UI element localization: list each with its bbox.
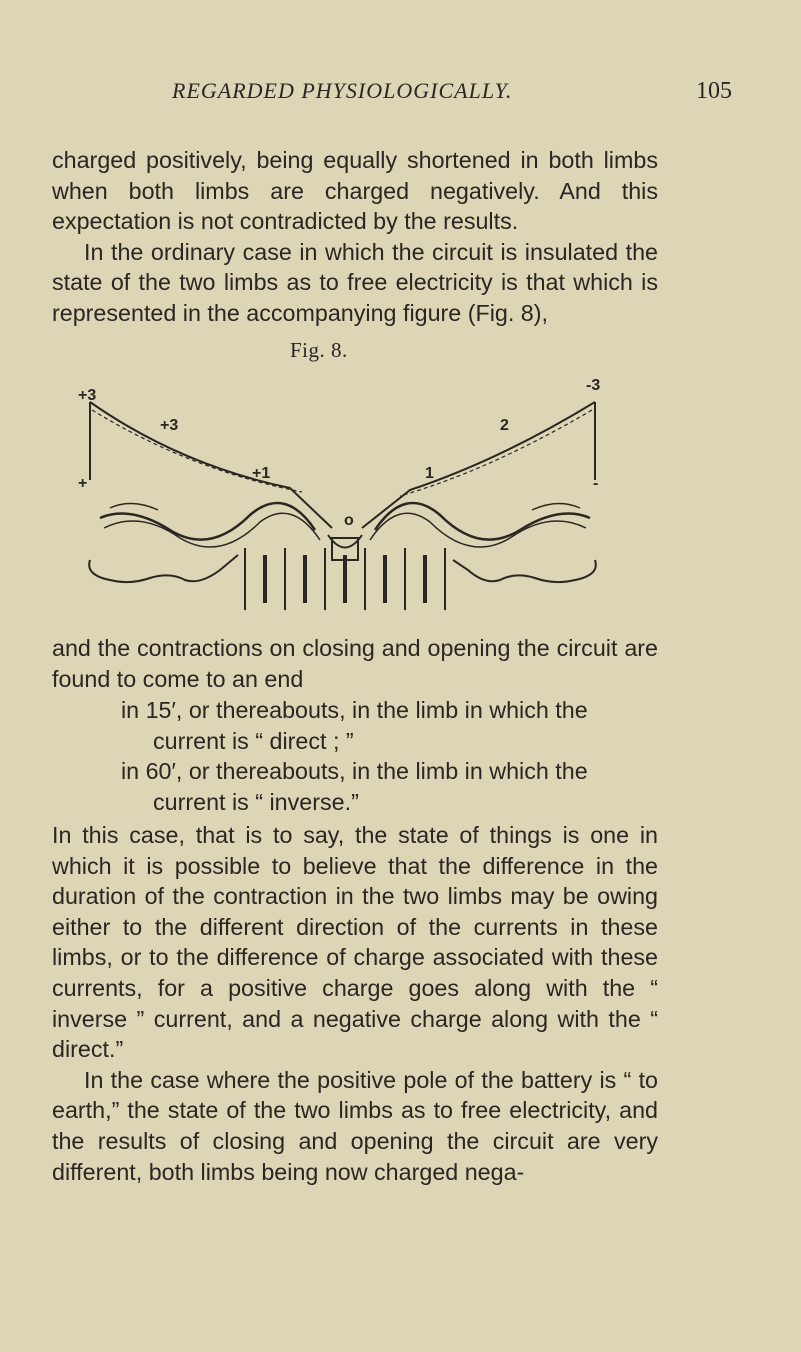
label-center: o	[344, 512, 354, 529]
right-potential-line	[362, 402, 595, 528]
label-left-mid: +3	[160, 417, 179, 434]
text-block-bottom	[52, 820, 658, 1187]
list-item: in 15′, or thereabouts, in the limb in which the current is “ direct ; ”	[121, 697, 588, 754]
label-right-mid: 2	[500, 417, 509, 434]
left-wire	[89, 555, 238, 582]
right-wire	[453, 560, 596, 582]
label-left-inner: +1	[252, 465, 271, 482]
battery	[245, 548, 445, 610]
list-item: in 60′, or thereabouts, in the limb in which the current is “ inverse.”	[121, 758, 588, 815]
label-left-top: +3	[78, 387, 97, 404]
frog-limbs-diagram	[70, 370, 650, 640]
duration-list	[121, 695, 658, 817]
text-block-top	[52, 145, 658, 329]
running-head: REGARDED PHYSIOLOGICALLY.	[172, 78, 513, 103]
figure-caption: Fig. 8.	[290, 338, 348, 362]
paragraph: In this case, that is to say, the state of things is one in which it is possible to believe that the difference in the duration of the contraction in the two limbs may be owing either to the different direction of the currents in these limbs, or to the difference of charge associated with these currents, for a positive charge goes along with the “ inverse ” current, and a negative charge along with the “ direct.”	[52, 822, 658, 1063]
page-number: 105	[696, 78, 732, 104]
label-right-top: -3	[586, 377, 601, 394]
paragraph: In the case where the positive pole of the battery is “ to earth,” the state of the two limbs as to free electricity, and the results of closing and opening the circuit are very different, both limbs being now charged nega-	[52, 1066, 658, 1185]
label-right-side: -	[593, 475, 599, 492]
text-after-figure	[52, 633, 658, 694]
paragraph: charged positively, being equally shortened in both limbs when both limbs are charged negatively. And this expectation is not contradicted by the results.	[52, 147, 658, 235]
paragraph: In the ordinary case in which the circuit is insulated the state of the two limbs as to free electricity is that which is represented in the accompanying figure (Fig. 8),	[52, 238, 658, 326]
label-left-side: +	[78, 475, 88, 492]
paragraph: and the contractions on closing and opening the circuit are found to come to an end	[52, 635, 658, 692]
figure-8	[70, 370, 650, 640]
label-right-inner: 1	[425, 465, 434, 482]
page-header	[52, 78, 732, 114]
